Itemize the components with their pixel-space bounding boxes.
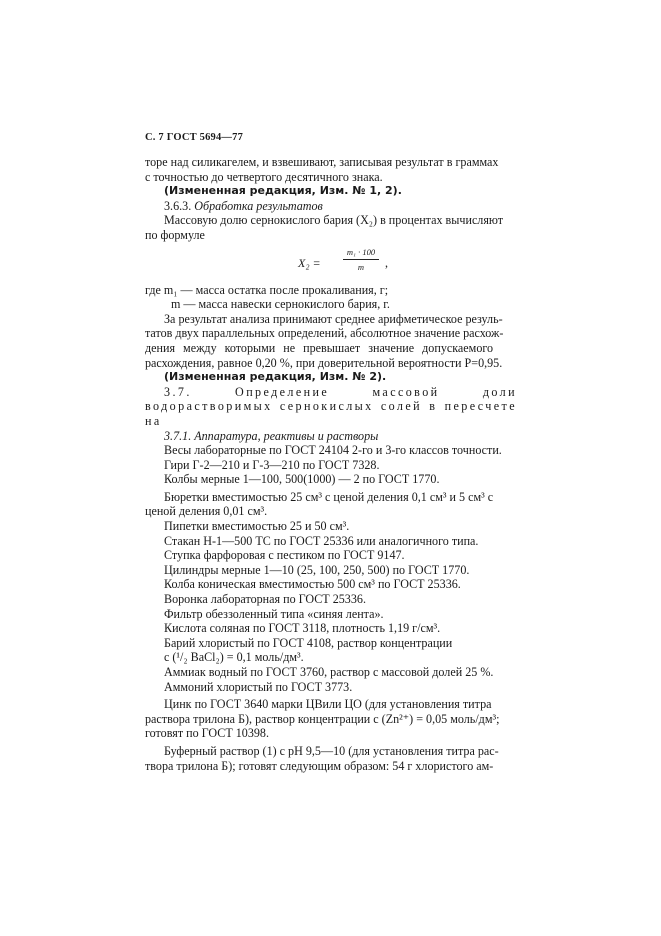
list-item: Бюретки вместимостью 25 см³ с ценой деления 0,1 см³ и 5 см³ с <box>164 489 494 504</box>
list-item-continuation: ценой деления 0,01 см³. <box>145 504 268 519</box>
section-heading <box>145 199 517 214</box>
list-item: Колбы мерные 1—100, 500(1000) — 2 по ГОСТ 1770. <box>164 472 440 487</box>
list-item-continuation: готовят по ГОСТ 10398. <box>145 726 269 741</box>
section-heading <box>145 429 517 444</box>
list-item: Колба коническая вместимостью 500 см³ по ГОСТ 25336. <box>164 577 461 592</box>
text-line: дения между которыми не превышает значение допускаемого <box>145 340 494 355</box>
formula-denominator: m <box>357 261 365 272</box>
text-line: по формуле <box>145 227 205 242</box>
text-line: где m₁ — масса остатка после прокаливания, г; <box>145 282 389 297</box>
section-number: 3.6.3. <box>164 198 192 213</box>
formula <box>145 243 517 283</box>
formula-comma: , <box>385 255 389 270</box>
list-item: Кислота соляная по ГОСТ 3118, плотность 1,19 г/см³. <box>164 621 441 636</box>
text-line: За результат анализа принимают среднее арифметическое резуль- <box>164 311 503 326</box>
list-item-continuation: c (¹/₂ BaCl₂) = 0,1 моль/дм³. <box>164 650 304 665</box>
revision-note: (Измененная редакция, Изм. № 1, 2). <box>164 184 402 198</box>
list-item-continuation: раствора трилона Б), раствор концентрации c (Zn²⁺) = 0,05 моль/дм³; <box>145 711 500 726</box>
text-line: расхождения, равное 0,20 %, при доверительной вероятности P=0,95. <box>145 355 503 370</box>
text-line: торе над силикагелем, и взвешивают, записывая результат в граммах <box>145 155 499 169</box>
list-item: Аммиак водный по ГОСТ 3760, раствор с массовой долей 25 %. <box>164 665 494 679</box>
formula-fraction <box>343 247 379 272</box>
list-item: Цинк по ГОСТ 3640 марки ЦВили ЦО (для установления титра <box>164 697 492 712</box>
list-item: Воронка лабораторная по ГОСТ 25336. <box>164 592 366 607</box>
section-number: 3.7.1. <box>164 428 192 443</box>
list-item: Фильтр обеззоленный типа «синяя лента». <box>164 606 384 621</box>
formula-numerator: m₁ · 100 <box>346 246 376 257</box>
list-item: Аммоний хлористый по ГОСТ 3773. <box>164 679 353 694</box>
fraction-bar <box>343 259 379 260</box>
list-item: Стакан Н-1—500 ТС по ГОСТ 25336 или аналогичного типа. <box>164 533 479 548</box>
list-item: Гири Г-2—210 и Г-3—210 по ГОСТ 7328. <box>164 457 380 472</box>
list-item: Пипетки вместимостью 25 и 50 см³. <box>164 519 350 534</box>
list-item: Ступка фарфоровая с пестиком по ГОСТ 9147. <box>164 548 405 563</box>
list-item-continuation: твора трилона Б); готовят следующим образом: 54 г хлористого ам- <box>145 758 494 773</box>
section-heading-line1: 3.7. Определение массовой доли водорастворимых сернокислых солей в пересчете на <box>145 384 517 428</box>
formula-lhs: X₂ = <box>298 255 321 270</box>
text-line: с точностью до четвертого десятичного знака. <box>145 169 383 184</box>
page-header: С. 7 ГОСТ 5694—77 <box>145 132 244 143</box>
section-title: Аппаратура, реактивы и растворы <box>194 428 379 443</box>
section-title: Обработка результатов <box>194 198 323 213</box>
document-body <box>145 155 517 773</box>
text-line: Массовую долю сернокислого бария (X₂) в процентах вычисляют <box>164 213 504 228</box>
section-heading <box>145 385 517 429</box>
list-item: Весы лабораторные по ГОСТ 24104 2-го и 3-го классов точности. <box>164 443 502 458</box>
list-item: Буферный раствор (1) с рН 9,5—10 (для установления титра рас- <box>164 743 499 758</box>
revision-note: (Измененная редакция, Изм. № 2). <box>164 370 387 384</box>
list-item: Цилиндры мерные 1—10 (25, 100, 250, 500) по ГОСТ 1770. <box>164 562 470 577</box>
text-line: m — масса навески сернокислого бария, г. <box>171 297 390 312</box>
text-line: татов двух параллельных определений, абсолютное значение расхож- <box>145 326 504 341</box>
list-item: Барий хлористый по ГОСТ 4108, раствор концентрации <box>164 635 453 650</box>
